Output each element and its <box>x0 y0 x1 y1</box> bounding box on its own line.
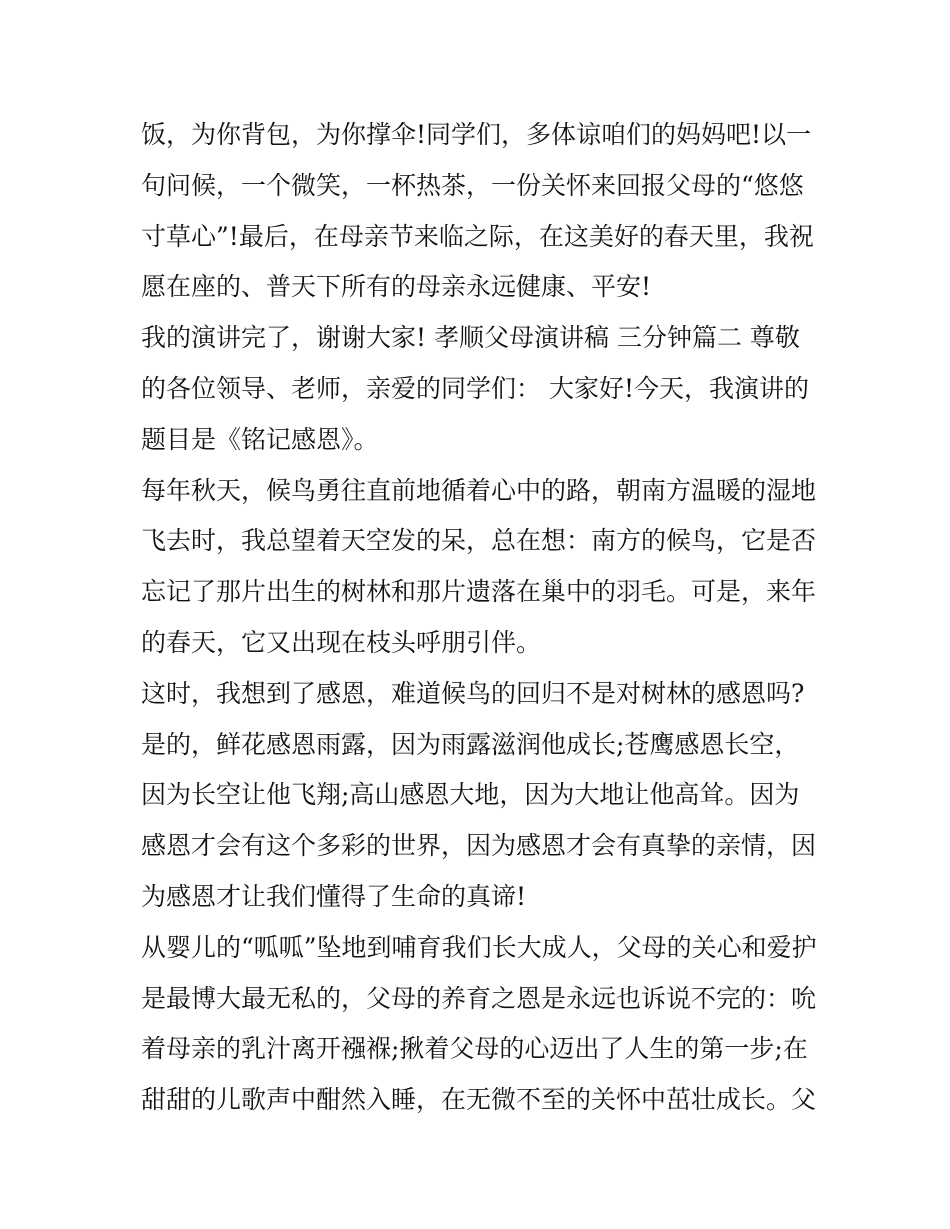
text-line: 这时，我想到了感恩，难道候鸟的回归不是对树林的感恩吗? <box>141 678 805 708</box>
text-line: 因为长空让他飞翔;高山感恩大地，因为大地让他高耸。因为 <box>141 780 800 810</box>
text-line: 的春天，它又出现在枝头呼朋引伴。 <box>141 627 542 657</box>
text-line: 为感恩才让我们懂得了生命的真谛! <box>141 881 527 911</box>
text-line: 着母亲的乳汁离开襁褓;揪着父母的心迈出了人生的第一步;在 <box>141 1034 808 1064</box>
text-line: 忘记了那片出生的树林和那片遗落在巢中的羽毛。可是，来年 <box>141 577 817 607</box>
text-line: 每年秋天，候鸟勇往直前地循着心中的路，朝南方温暖的湿地 <box>141 475 817 505</box>
body-text <box>141 110 821 1126</box>
text-line: 感恩才会有这个多彩的世界，因为感恩才会有真挚的亲情，因 <box>141 831 817 861</box>
text-line: 题目是《铭记感恩》。 <box>141 424 379 454</box>
text-line: 我的演讲完了，谢谢大家! 孝顺父母演讲稿 三分钟篇二 尊敬 <box>141 323 800 353</box>
text-line: 的各位领导、老师，亲爱的同学们： 大家好!今天，我演讲的 <box>141 373 809 403</box>
text-line: 飞去时，我总望着天空发的呆，总在想：南方的候鸟，它是否 <box>141 526 817 556</box>
text-line: 甜甜的儿歌声中酣然入睡，在无微不至的关怀中茁壮成长。父 <box>141 1085 817 1115</box>
text-line: 是最博大最无私的，父母的养育之恩是永远也诉说不完的：吮 <box>141 983 817 1013</box>
text-line: 是的，鲜花感恩雨露，因为雨露滋润他成长;苍鹰感恩长空， <box>141 729 800 759</box>
text-line: 饭，为你背包，为你撑伞!同学们，多体谅咱们的妈妈吧!以一 <box>141 120 812 149</box>
text-line: 愿在座的、普天下所有的母亲永远健康、平安! <box>141 272 652 302</box>
text-line: 从婴儿的“呱呱”坠地到哺育我们长大成人，父母的关心和爱护 <box>141 932 817 962</box>
text-line: 寸草心”!最后，在母亲节来临之际，在这美好的春天里，我祝 <box>141 221 814 251</box>
text-line: 句问候，一个微笑，一杯热茶，一份关怀来回报父母的“悠悠 <box>141 170 804 200</box>
